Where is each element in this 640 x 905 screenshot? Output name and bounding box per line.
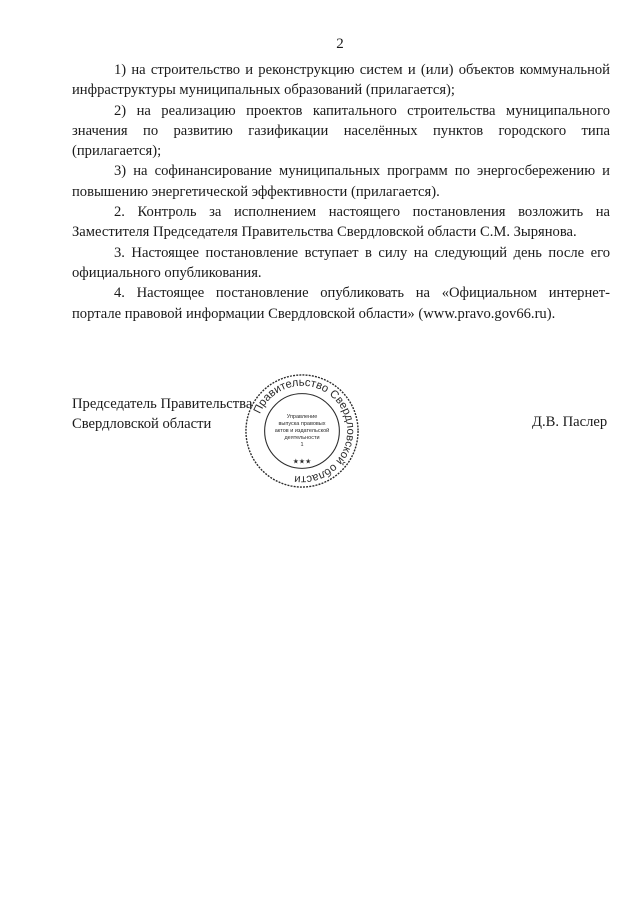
- seal-center-line-3: актов и издательской: [274, 427, 330, 434]
- official-seal-stamp: [243, 372, 361, 490]
- paragraph-control: 2. Контроль за исполнением настоящего постановления возложить на Заместителя Председателя Правительства Свердловской области С.М. Зырянова.: [72, 204, 610, 241]
- paragraph-item-2: 2) на реализацию проектов капитального строительства муниципального значения по развитию газификации населённых пунктов городского типа (прилагается);: [72, 102, 610, 160]
- seal-center-line-4: деятельности: [284, 434, 320, 441]
- paragraph-item-3: 3) на софинансирование муниципальных программ по энергосбережению и повышению энергетической эффективности (прилагается).: [72, 163, 610, 200]
- signer-name: Д.В. Паслер: [532, 414, 608, 430]
- signature-position: [72, 394, 252, 435]
- document-body: [72, 60, 610, 324]
- page-number: 2: [336, 36, 344, 52]
- signature-position-line2: Свердловской области: [72, 416, 212, 433]
- seal-ring-text: Правительство Свердловской области: [251, 376, 357, 486]
- seal-center-line-2: выпуска правовых: [278, 421, 326, 428]
- paragraph-effective-date: 3. Настоящее постановление вступает в силу на следующий день после его официального опубликования.: [72, 244, 610, 281]
- signature-position-line1: Председатель Правительства: [72, 396, 253, 412]
- seal-center-line-5: 1: [300, 441, 304, 448]
- paragraph-publication: 4. Настоящее постановление опубликовать на «Официальном интернет-портале правовой информации Свердловской области» (www.pravo.gov66.ru).: [72, 285, 610, 322]
- paragraph-item-1: 1) на строительство и реконструкцию систем и (или) объектов коммунальной инфраструктуры муниципальных образований (прилагается);: [72, 62, 610, 99]
- seal-center-line-1: Управление: [286, 414, 318, 421]
- seal-stars-icon: ★★★: [292, 458, 312, 466]
